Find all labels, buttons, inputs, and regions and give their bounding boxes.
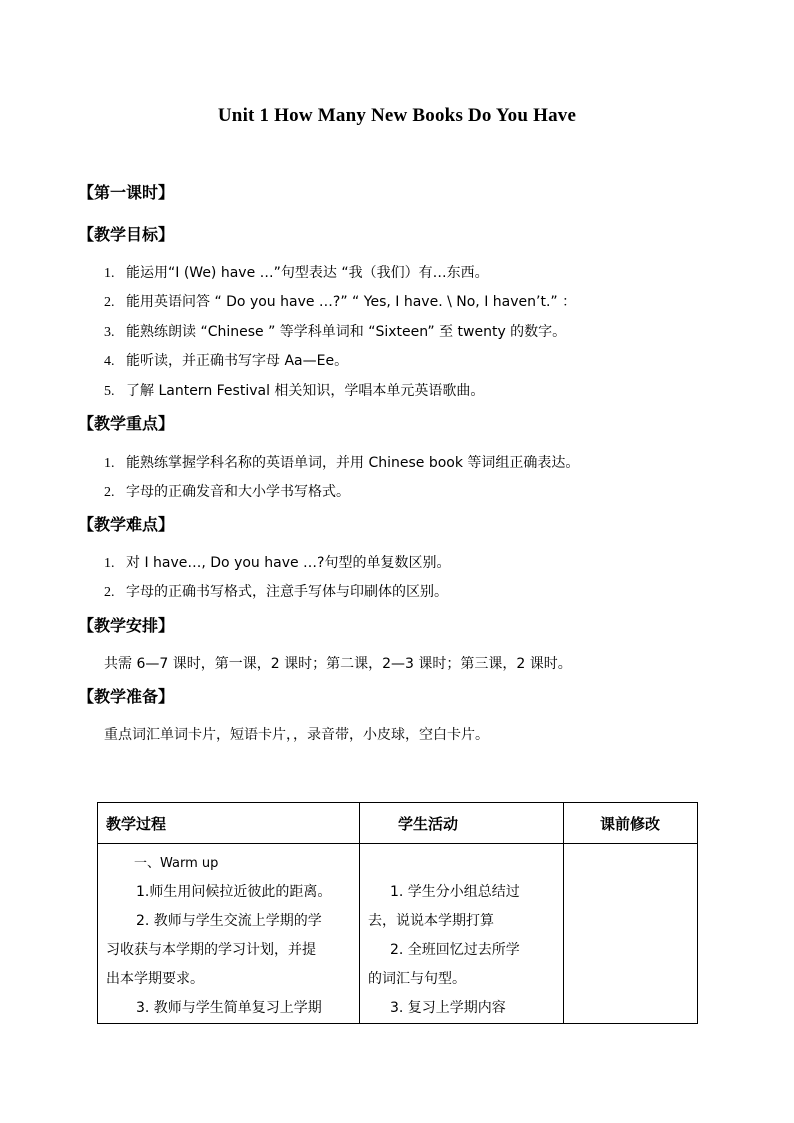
item-number: 1. bbox=[104, 266, 115, 281]
process-line: 习收获与本学期的学习计划，并提 bbox=[106, 942, 316, 958]
item-text: 能运用“I (We) have …”句型表达 “我（我们）有…东西。 bbox=[126, 265, 489, 281]
objective-item bbox=[104, 321, 566, 341]
item-text: 能熟练朗读 “Chinese ” 等学科单词和 “Sixteen” 至 twenty 的数字。 bbox=[126, 324, 567, 340]
item-number: 3. bbox=[104, 325, 115, 340]
item-text: 能听读，并正确书写字母 Aa—Ee。 bbox=[126, 353, 349, 369]
table-header-row bbox=[98, 803, 698, 844]
process-cell bbox=[98, 844, 360, 1024]
lesson-plan-table bbox=[97, 802, 698, 1024]
item-number: 2. bbox=[104, 485, 115, 500]
preparation-text: 重点词汇单词卡片，短语卡片，，录音带，小皮球，空白卡片。 bbox=[104, 727, 489, 743]
item-number: 5. bbox=[104, 384, 115, 399]
header-activity: 学生活动 bbox=[360, 803, 564, 844]
objectives-heading: 【教学目标】 bbox=[78, 225, 175, 244]
page-title: Unit 1 How Many New Books Do You Have bbox=[217, 105, 577, 126]
difficulty-item bbox=[104, 581, 448, 601]
difficulty-item bbox=[104, 552, 450, 572]
objective-item bbox=[104, 291, 576, 311]
lesson-heading: 【第一课时】 bbox=[78, 183, 175, 202]
activity-line: 1. 学生分小组总结过 bbox=[390, 884, 520, 900]
preparation-heading: 【教学准备】 bbox=[78, 687, 175, 706]
process-line: 2. 教师与学生交流上学期的学 bbox=[136, 913, 322, 929]
item-text: 对 I have…, Do you have …?句型的单复数区别。 bbox=[126, 555, 451, 571]
item-number: 2. bbox=[104, 295, 115, 310]
activity-line: 3. 复习上学期内容 bbox=[390, 1000, 506, 1016]
item-text: 字母的正确书写格式，注意手写体与印刷体的区别。 bbox=[126, 584, 448, 600]
objective-item bbox=[104, 262, 489, 282]
revision-cell bbox=[564, 844, 698, 1024]
item-number: 2. bbox=[104, 585, 115, 600]
activity-line: 的词汇与句型。 bbox=[368, 971, 466, 987]
activity-line: 2. 全班回忆过去所学 bbox=[390, 942, 520, 958]
item-text: 字母的正确发音和大小学书写格式。 bbox=[126, 484, 350, 500]
table-row bbox=[98, 844, 698, 1024]
key-points-heading: 【教学重点】 bbox=[78, 414, 175, 433]
header-process: 教学过程 bbox=[98, 803, 360, 844]
process-line: 3. 教师与学生简单复习上学期 bbox=[136, 1000, 322, 1016]
item-text: 能用英语问答 “ Do you have …?” “ Yes, I have. \ No, I haven’t.” ： bbox=[126, 294, 577, 310]
item-text: 能熟练掌握学科名称的英语单词，并用 Chinese book 等词组正确表达。 bbox=[126, 455, 580, 471]
key-point-item bbox=[104, 452, 579, 472]
process-line: 1.师生用问候拉近彼此的距离。 bbox=[136, 884, 332, 900]
process-line: 出本学期要求。 bbox=[106, 971, 204, 987]
key-point-item bbox=[104, 481, 350, 501]
objective-item bbox=[104, 350, 348, 370]
item-number: 1. bbox=[104, 456, 115, 471]
objective-item bbox=[104, 380, 484, 400]
activity-line: 去，说说本学期打算 bbox=[368, 913, 494, 929]
activity-cell bbox=[360, 844, 564, 1024]
item-number: 1. bbox=[104, 556, 115, 571]
process-line: 一、Warm up bbox=[134, 856, 219, 871]
item-text: 了解 Lantern Festival 相关知识，学唱本单元英语歌曲。 bbox=[126, 383, 485, 399]
header-revision: 课前修改 bbox=[564, 803, 698, 844]
arrangement-heading: 【教学安排】 bbox=[78, 616, 175, 635]
arrangement-text: 共需 6—7 课时，第一课，2 课时；第二课，2—3 课时；第三课，2 课时。 bbox=[104, 656, 572, 672]
difficulties-heading: 【教学难点】 bbox=[78, 515, 175, 534]
item-number: 4. bbox=[104, 354, 115, 369]
activity-line bbox=[360, 849, 563, 878]
